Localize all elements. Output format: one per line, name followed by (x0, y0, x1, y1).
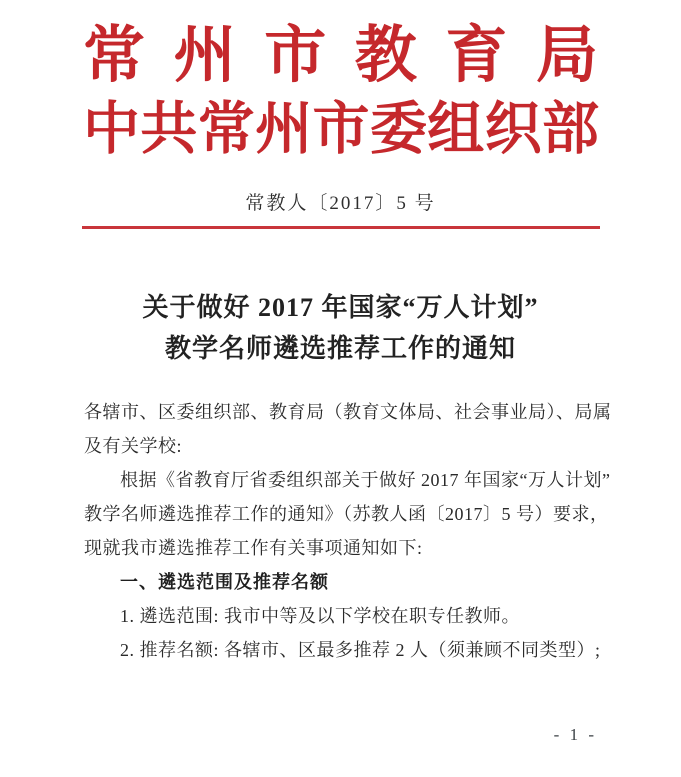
document-title (0, 287, 681, 369)
document-title-line-1: 关于做好 2017 年国家“万人计划” (142, 293, 539, 322)
issuing-org-organization-dept: 中共常州市委组织部 (83, 98, 598, 161)
paragraph-basis-line-2: 教学名师遴选推荐工作的通知》（苏教人函〔2017〕5 号）要求， (84, 504, 609, 524)
page-number: - 1 - (553, 725, 597, 744)
document-title-line-2: 教学名师遴选推荐工作的通知 (164, 334, 516, 363)
letterhead (0, 0, 681, 165)
document-body (0, 395, 681, 667)
paragraph-basis-line-1: 根据《省教育厅省委组织部关于做好 2017 年国家“万人计划” (120, 470, 611, 490)
page-footer (554, 725, 597, 745)
addressee-line-1: 各辖市、区委组织部、教育局（教育文体局、社会事业局）、局属 (84, 402, 612, 422)
paragraph-basis-line-3: 现就我市遴选推荐工作有关事项通知如下: (84, 538, 423, 558)
document-reference-number: 常教人〔2017〕5 号 (245, 193, 436, 214)
addressee-line-2: 及有关学校: (84, 436, 183, 456)
red-divider-line (82, 226, 600, 229)
item-selection-scope: 1. 遴选范围: 我市中等及以下学校在职专任教师。 (120, 606, 520, 626)
issuing-org-education-bureau: 常州市教育局 (83, 22, 598, 90)
section-heading-scope-and-quota: 一、遴选范围及推荐名额 (120, 572, 329, 592)
item-recommendation-quota: 2. 推荐名额: 各辖市、区最多推荐 2 人（须兼顾不同类型）; (120, 640, 601, 660)
